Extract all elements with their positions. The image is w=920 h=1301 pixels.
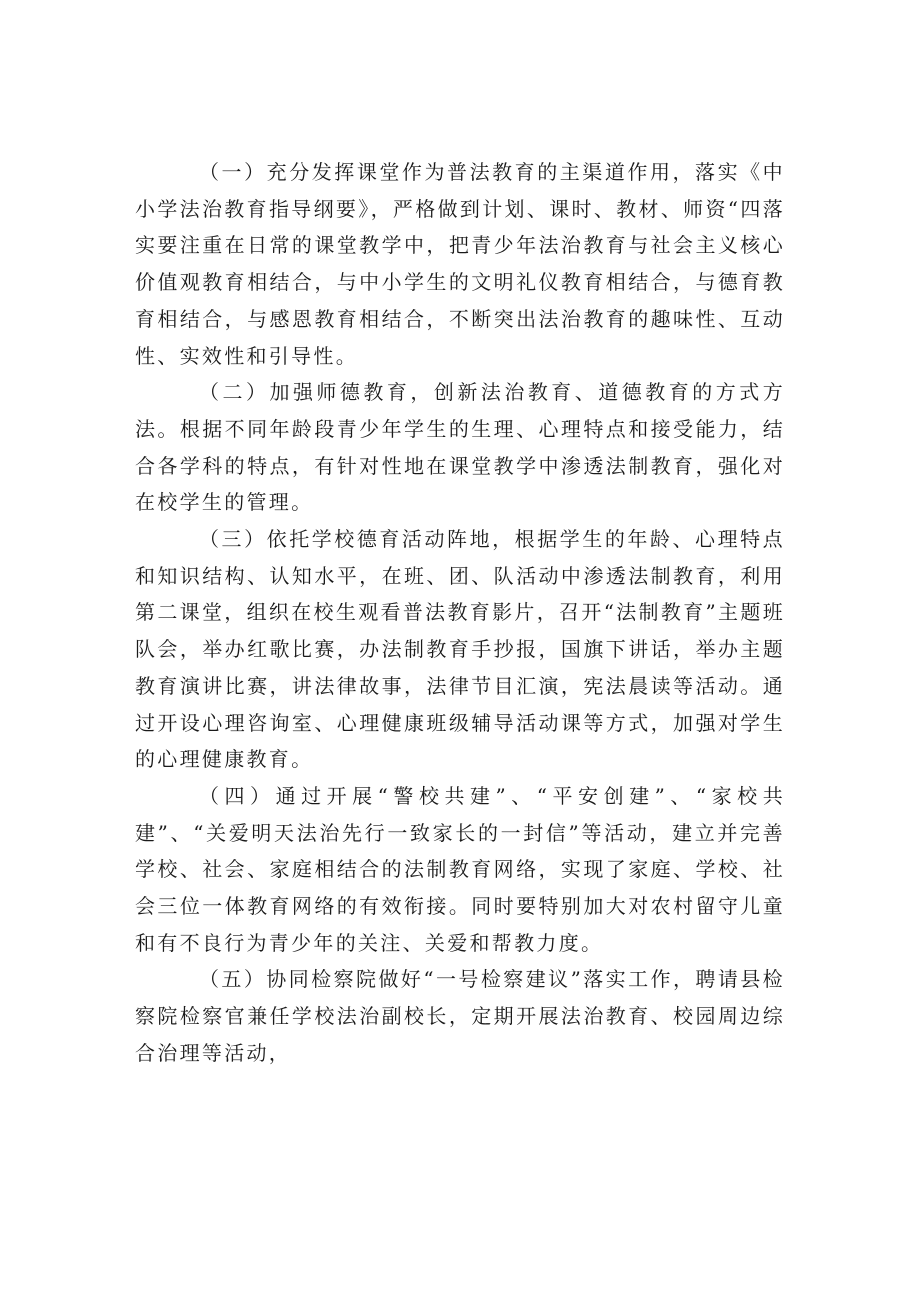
paragraph-2: （二）加强师德教育，创新法治教育、道德教育的方式方法。根据不同年龄段青少年学生的生理、心理特点和接受能力，结合各学科的特点，有针对性地在课堂教学中渗透法制教育，强化对在校学生的管理。 (135, 380, 785, 515)
paragraph-5: （五）协同检察院做好“一号检察建议”落实工作，聘请县检察院检察官兼任学校法治副校长，定期开展法治教育、校园周边综合治理等活动， (135, 967, 785, 1065)
paragraph-1: （一）充分发挥课堂作为普法教育的主渠道作用，落实《中小学法治教育指导纲要》，严格做到计划、课时、教材、师资“四落实要注重在日常的课堂教学中，把青少年法治教育与社会主义核心价值观教育相结合，与中小学生的文明礼仪教育相结合，与德育教育相结合，与感恩教育相结合，不断突出法治教育的趣味性、互动性、实效性和引导性。 (135, 160, 785, 368)
paragraph-4: （四）通过开展“警校共建”、“平安创建”、“家校共建”、“关爱明天法治先行一致家长的一封信”等活动，建立并完善学校、社会、家庭相结合的法制教育网络，实现了家庭、学校、社会三位一体教育网络的有效衔接。同时要特别加大对农村留守儿童和有不良行为青少年的关注、关爱和帮教力度。 (135, 783, 785, 955)
document-page (135, 154, 785, 1072)
paragraph-3: （三）依托学校德育活动阵地，根据学生的年龄、心理特点和知识结构、认知水平，在班、团、队活动中渗透法制教育，利用第二课堂，组织在校生观看普法教育影片，召开“法制教育”主题班队会，举办红歌比赛，办法制教育手抄报，国旗下讲话，举办主题教育演讲比赛，讲法律故事，法律节目汇演，宪法晨读等活动。通过开设心理咨询室、心理健康班级辅导活动课等方式，加强对学生的心理健康教育。 (135, 527, 785, 772)
